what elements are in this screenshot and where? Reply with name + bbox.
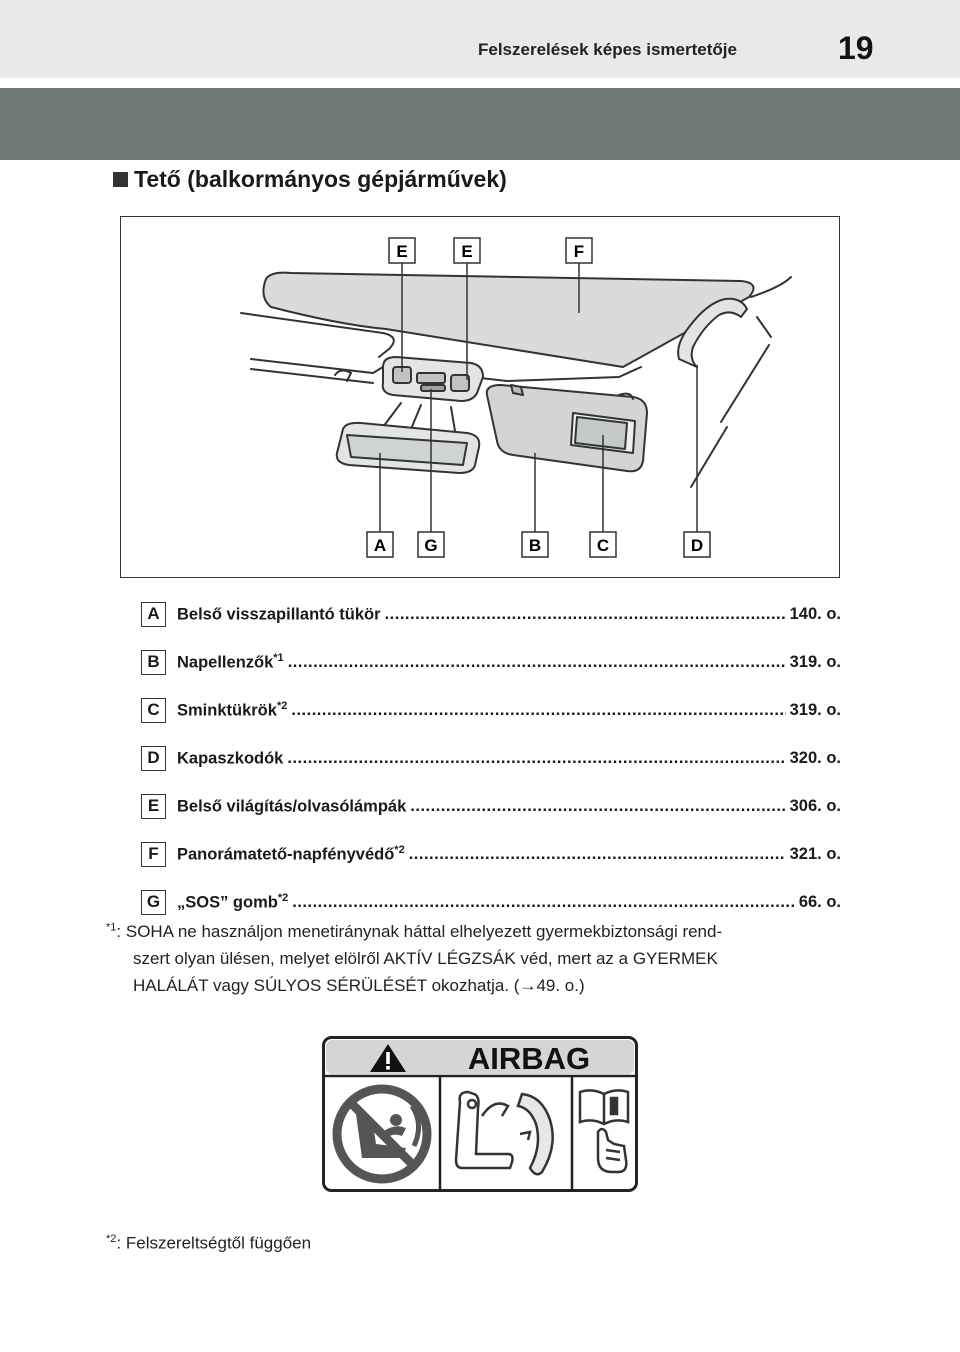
roof-illustration	[120, 216, 840, 578]
callout-label: B	[528, 536, 542, 555]
leader-dots	[410, 797, 785, 816]
item-letter: G	[141, 890, 166, 915]
airbag-warning-label	[322, 1036, 638, 1192]
list-item	[141, 686, 841, 734]
no-child-seat-icon	[337, 1089, 427, 1179]
header-title: Felszerelések képes ismertetője	[478, 40, 737, 59]
callout-d	[684, 532, 710, 557]
item-page-ref: 66. o.	[798, 892, 841, 911]
item-page-ref: 321. o.	[789, 844, 841, 863]
list-item	[141, 638, 841, 686]
footnote-text: : SOHA ne használjon menetiránynak háttal elhelyezett gyermekbiztonsági rend-	[116, 921, 723, 941]
item-page-ref: 320. o.	[789, 748, 841, 767]
legend-list	[141, 590, 841, 926]
list-item	[141, 782, 841, 830]
header-band	[0, 88, 960, 160]
callout-label: F	[573, 242, 585, 261]
item-letter: F	[141, 842, 166, 867]
item-page-ref: 306. o.	[789, 796, 841, 815]
leader-dots	[292, 893, 795, 912]
callout-b	[522, 532, 548, 557]
callout-label: D	[690, 536, 704, 555]
callout-f	[566, 238, 592, 263]
item-label: Sminktükrök$^{*2}$	[177, 699, 288, 720]
roof-edge-right	[751, 277, 791, 297]
item-label: Belső visszapillantó tükör	[177, 605, 381, 624]
callout-c	[590, 532, 616, 557]
list-item	[141, 734, 841, 782]
leader-dots	[409, 845, 786, 864]
list-item	[141, 830, 841, 878]
item-label: Kapaszkodók	[177, 749, 284, 768]
footnote-marker: *1	[106, 921, 117, 933]
section-title	[113, 166, 507, 193]
leader-dots	[385, 605, 786, 624]
item-letter: E	[141, 794, 166, 819]
leader-dots	[287, 749, 785, 768]
callout-e-left	[389, 238, 415, 263]
footnote-text: HALÁLÁT vagy SÚLYOS SÉRÜLÉSÉT okozhatja. (→49. o.)	[133, 975, 585, 995]
header-strip	[0, 0, 960, 78]
callout-label: E	[396, 242, 408, 261]
item-letter: D	[141, 746, 166, 771]
item-page-ref: 140. o.	[789, 604, 841, 623]
item-label: Napellenzők$^{*1}$	[177, 651, 284, 672]
item-label: Panorámatető-napfényvédő$^{*2}$	[177, 843, 405, 864]
leader-dots	[291, 701, 785, 720]
footnote-text: : Felszereltségtől függően	[116, 1233, 312, 1253]
item-letter: C	[141, 698, 166, 723]
bullet-square-icon	[113, 172, 128, 187]
item-page-ref: 319. o.	[789, 700, 841, 719]
callout-g	[418, 532, 444, 557]
callout-label: G	[424, 536, 438, 555]
callout-label: C	[596, 536, 610, 555]
footnote-text: szert olyan ülésen, melyet elölről AKTÍV LÉGZSÁK véd, mert az a GYERMEK	[133, 948, 718, 968]
item-letter: A	[141, 602, 166, 627]
callout-label: A	[373, 536, 387, 555]
page-number: 19	[838, 30, 874, 66]
leader-dots	[288, 653, 786, 672]
callout-a	[367, 532, 393, 557]
footnote-2	[106, 1226, 311, 1257]
item-page-ref: 319. o.	[789, 652, 841, 671]
footnote-1	[106, 914, 846, 999]
footnote-marker: *2	[106, 1233, 117, 1245]
section-title-text: Tető (balkormányos gépjárművek)	[134, 166, 507, 192]
item-letter: B	[141, 650, 166, 675]
airbag-label-text: AIRBAG	[467, 1041, 591, 1076]
list-item	[141, 590, 841, 638]
callout-e-right	[454, 238, 480, 263]
item-label: „SOS” gomb$^{*2}$	[177, 891, 289, 912]
item-label: Belső világítás/olvasólámpák	[177, 797, 407, 816]
callout-label: E	[461, 242, 473, 261]
